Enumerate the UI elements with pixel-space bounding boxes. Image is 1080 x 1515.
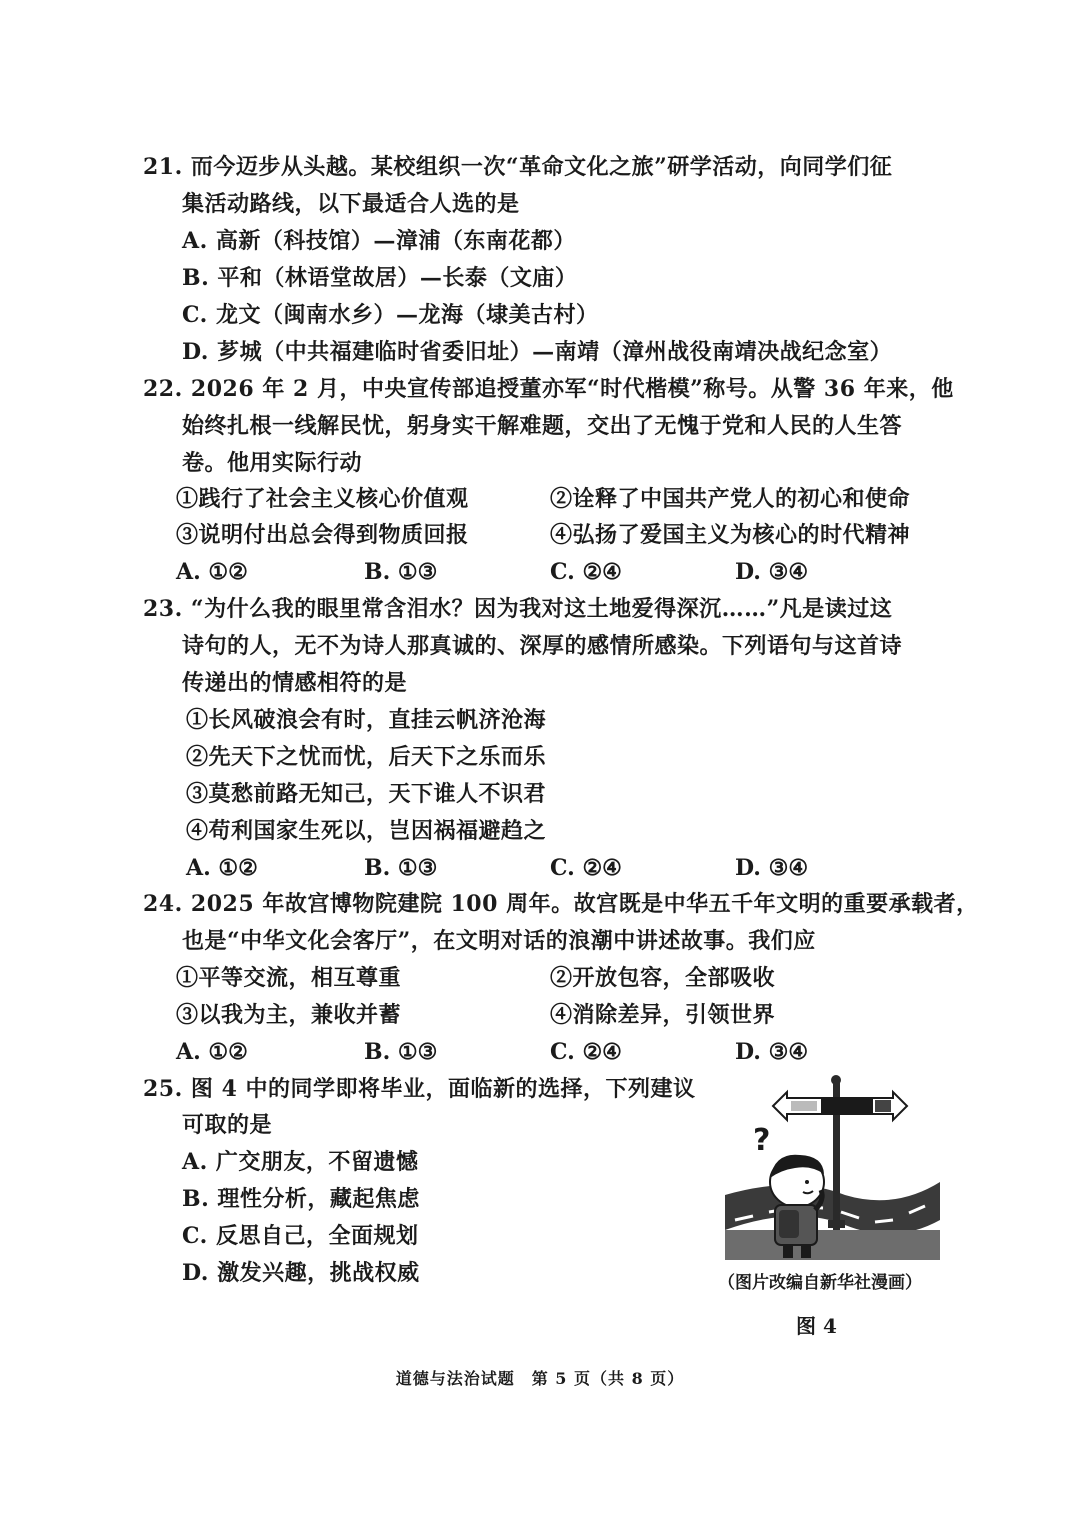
q25-option-c: C. 反思自己，全面规划 <box>182 1223 419 1249</box>
q23-stem-line1: 23. “为什么我的眼里常含泪水？因为我对这土地爱得深沉……”凡是读过这 <box>143 596 893 622</box>
q25-stem-line2: 可取的是 <box>182 1112 273 1138</box>
q22-statement-1: ①践行了社会主义核心价值观 <box>176 486 469 512</box>
q24-statement-1: ①平等交流，相互尊重 <box>176 965 402 991</box>
q22-statement-4: ④弘扬了爱国主义为核心的时代精神 <box>550 522 911 548</box>
q24-stem-line1: 24. 2025 年故宫博物院建院 100 周年。故宫既是中华五千年文明的重要承载者， <box>143 891 979 917</box>
q24-choice-a: A. ①② <box>176 1039 248 1065</box>
q23-choice-c: C. ②④ <box>550 855 622 881</box>
figure-label: 图 4 <box>796 1314 837 1338</box>
q23-choice-a: A. ①② <box>186 855 258 881</box>
q21-option-a: A. 高新（科技馆）—漳浦（东南花都） <box>182 228 576 254</box>
q21-option-d: D. 芗城（中共福建临时省委旧址）—南靖（漳州战役南靖决战纪念室） <box>182 339 893 365</box>
q24-choice-b: B. ①③ <box>364 1039 438 1065</box>
q24-choice-c: C. ②④ <box>550 1039 622 1065</box>
q23-choice-b: B. ①③ <box>364 855 438 881</box>
q23-statement-1: ①长风破浪会有时，直挂云帆济沧海 <box>186 707 547 733</box>
q22-choice-d: D. ③④ <box>735 559 809 585</box>
q21-option-b: B. 平和（林语堂故居）—长泰（文庙） <box>182 265 578 291</box>
q24-statement-3: ③以我为主，兼收并蓄 <box>176 1002 402 1028</box>
q22-choice-c: C. ②④ <box>550 559 622 585</box>
svg-text:?: ? <box>753 1123 771 1158</box>
q23-stem-line2: 诗句的人，无不为诗人那真诚的、深厚的感情所感染。下列语句与这首诗 <box>182 633 903 659</box>
q22-stem-line3: 卷。他用实际行动 <box>182 450 363 476</box>
q23-statement-2: ②先天下之忧而忧，后天下之乐而乐 <box>186 744 547 770</box>
q25-option-a: A. 广交朋友，不留遗憾 <box>182 1149 419 1175</box>
q25-option-d: D. 激发兴趣，挑战权威 <box>182 1260 420 1286</box>
q21-stem-line1: 21. 而今迈步从头越。某校组织一次“革命文化之旅”研学活动，向同学们征 <box>143 154 893 180</box>
q21-stem-line2: 集活动路线，以下最适合人选的是 <box>182 191 520 217</box>
page-footer: 道德与法治试题 第 5 页（共 8 页） <box>395 1369 685 1388</box>
figure-caption: （图片改编自新华社漫画） <box>718 1273 922 1293</box>
q24-statement-2: ②开放包容，全部吸收 <box>550 965 776 991</box>
q24-choice-d: D. ③④ <box>735 1039 809 1065</box>
q25-option-b: B. 理性分析，藏起焦虑 <box>182 1186 420 1212</box>
q22-stem-line2: 始终扎根一线解民忧，躬身实干解难题，交出了无愧于党和人民的人生答 <box>182 413 903 439</box>
q23-choice-d: D. ③④ <box>735 855 809 881</box>
q21-option-c: C. 龙文（闽南水乡）—龙海（埭美古村） <box>182 302 599 328</box>
q25-stem-line1: 25. 图 4 中的同学即将毕业，面临新的选择，下列建议 <box>143 1076 696 1102</box>
q22-choice-b: B. ①③ <box>364 559 438 585</box>
q22-statement-2: ②诠释了中国共产党人的初心和使命 <box>550 486 911 512</box>
q23-statement-3: ③莫愁前路无知己，天下谁人不识君 <box>186 781 547 807</box>
q24-statement-4: ④消除差异，引领世界 <box>550 1002 776 1028</box>
figure-4-cartoon <box>725 1070 940 1260</box>
q22-stem-line1: 22. 2026 年 2 月，中央宣传部追授董亦军“时代楷模”称号。从警 36 年来，他 <box>143 376 954 402</box>
q23-statement-4: ④苟利国家生死以，岂因祸福避趋之 <box>186 818 547 844</box>
q24-stem-line2: 也是“中华文化会客厅”，在文明对话的浪潮中讲述故事。我们应 <box>182 928 816 954</box>
q22-statement-3: ③说明付出总会得到物质回报 <box>176 522 469 548</box>
q23-stem-line3: 传递出的情感相符的是 <box>182 670 408 696</box>
q22-choice-a: A. ①② <box>176 559 248 585</box>
